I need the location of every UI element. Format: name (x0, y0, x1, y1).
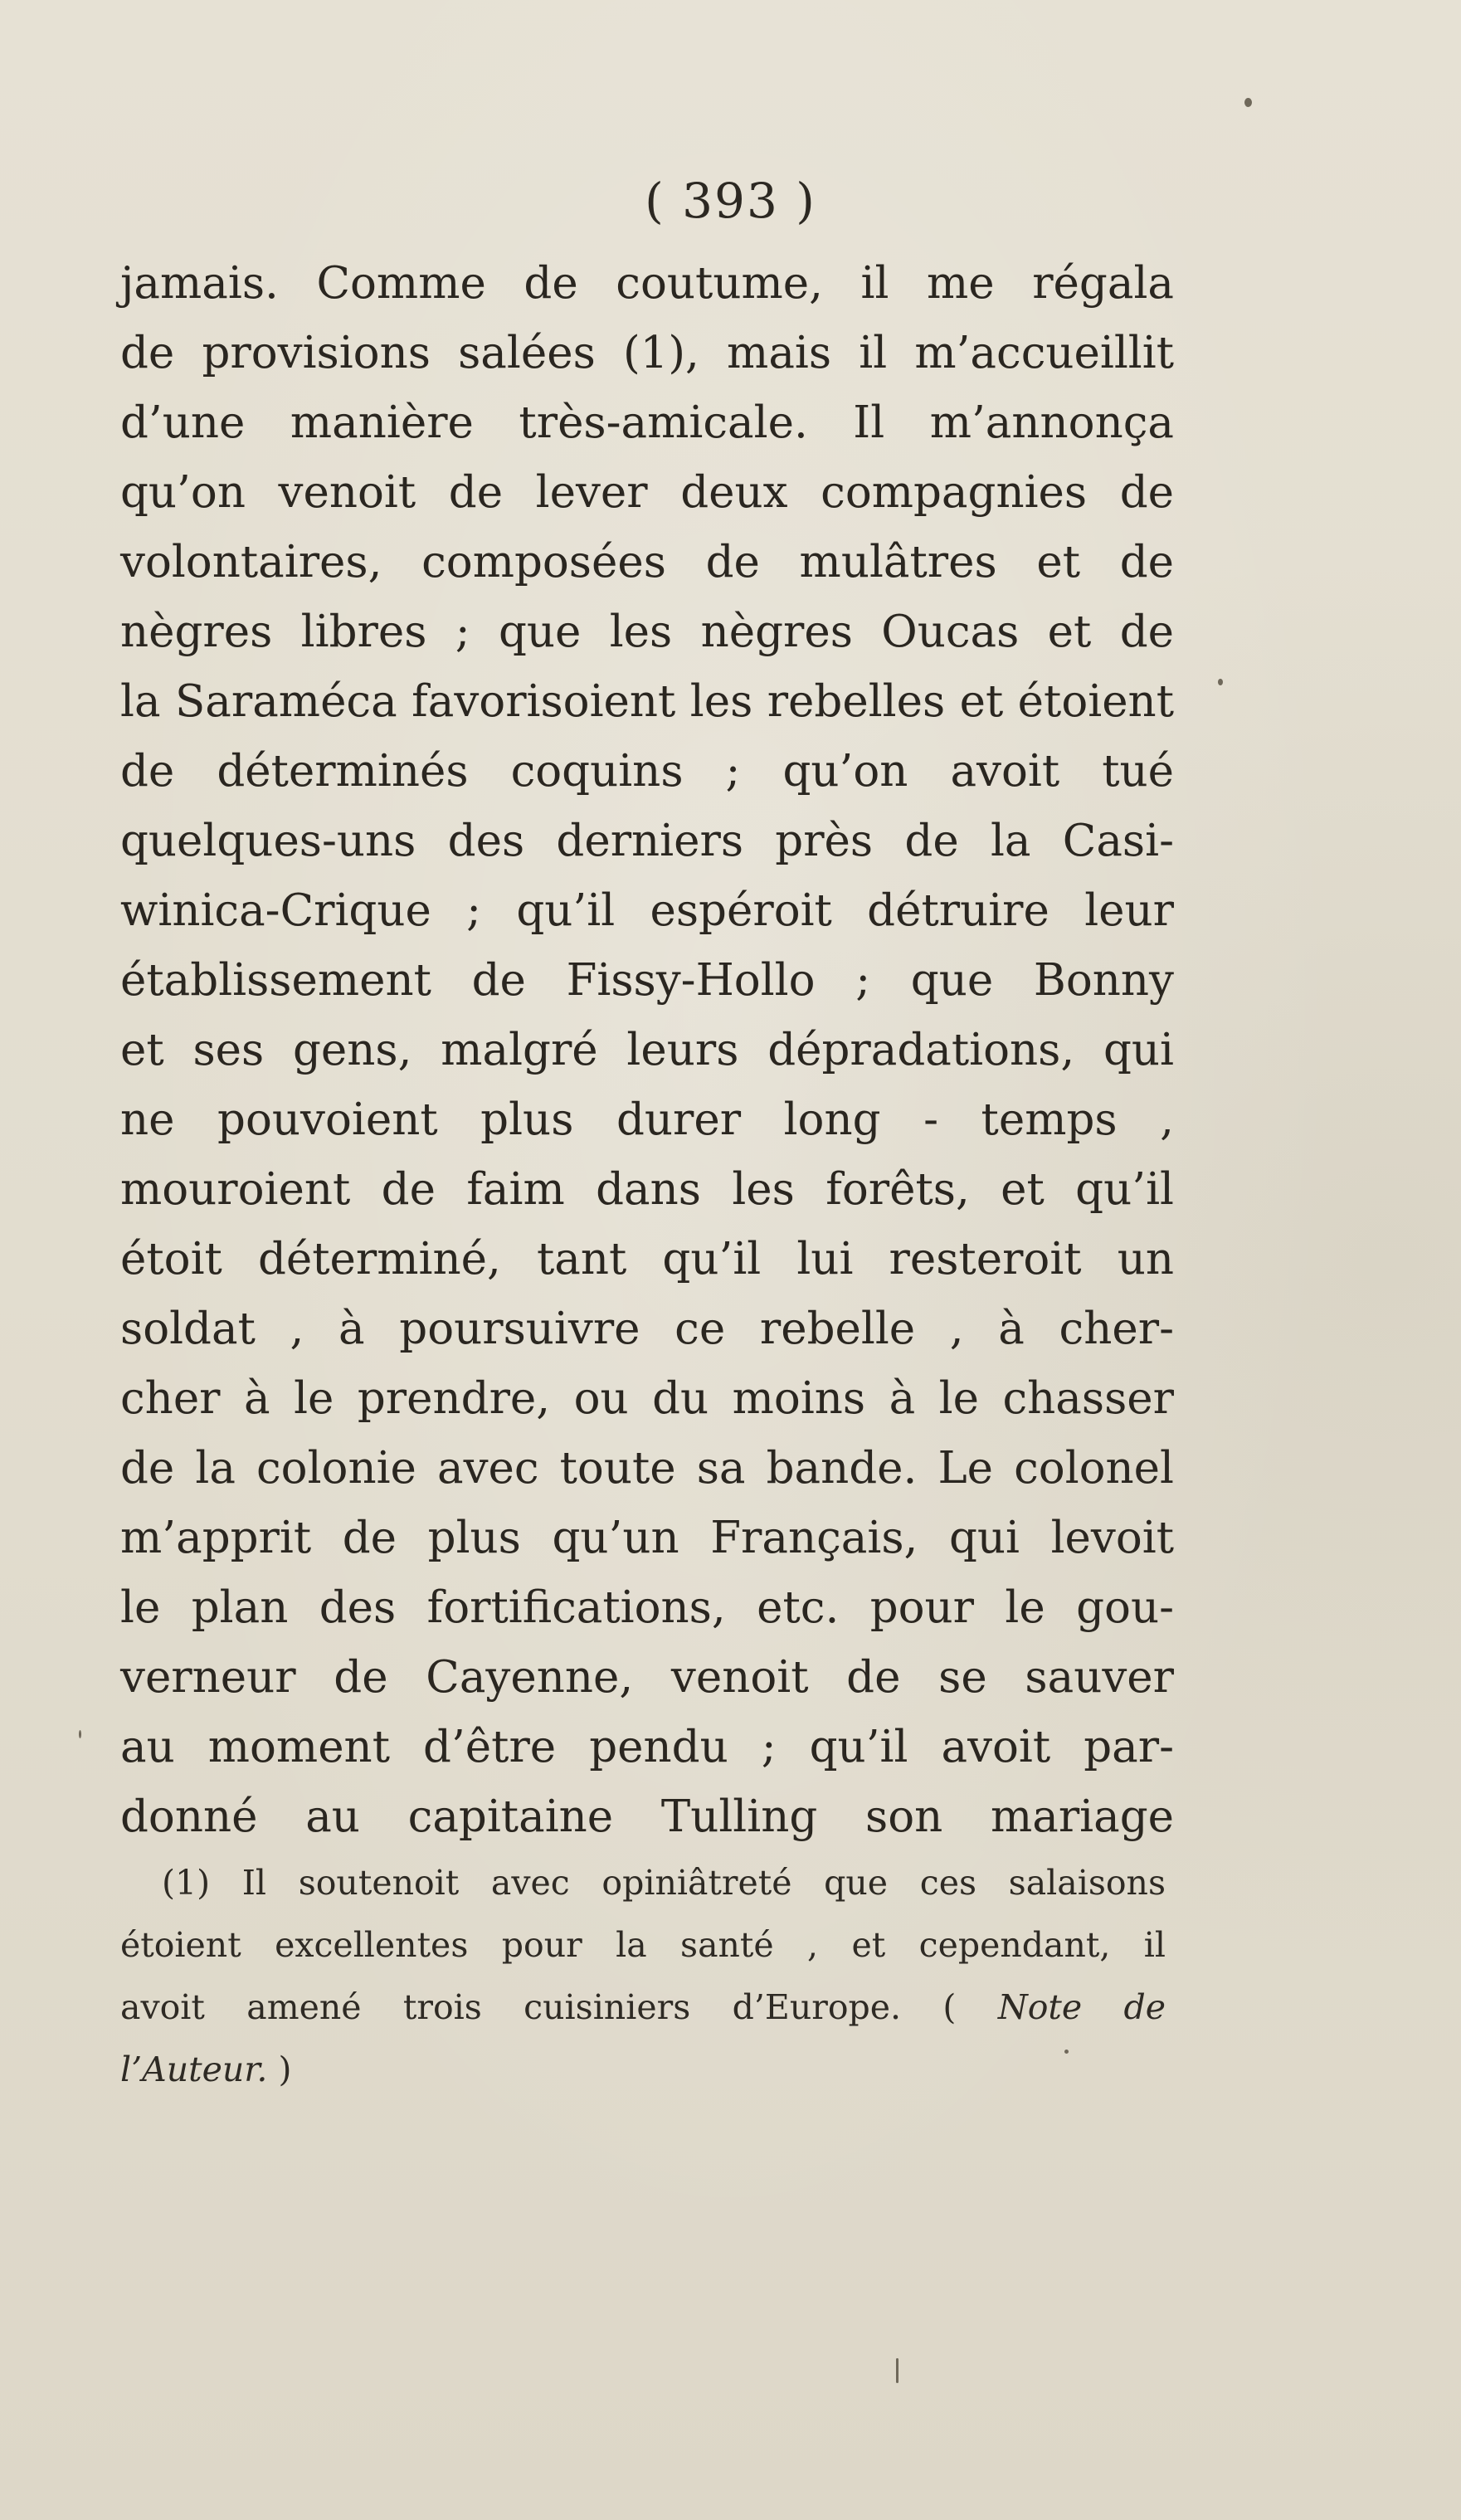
body-line: volontaires, composées de mulâtres et de (120, 537, 1174, 587)
body-line: au moment d’être pendu ; qu’il avoit par- (120, 1722, 1174, 1772)
body-line: verneur de Cayenne, venoit de se sauver (120, 1652, 1174, 1703)
body-line: étoit déterminé, tant qu’il lui resteroit un (120, 1234, 1174, 1284)
body-line: m’apprit de plus qu’un Français, qui levoit (120, 1513, 1174, 1563)
body-line: et ses gens, malgré leurs dépradations, qui (120, 1025, 1174, 1075)
footnote-line (120, 1977, 1166, 2039)
body-line: qu’on venoit de lever deux compagnies de (120, 467, 1174, 518)
footnote-line: (1) Il soutenoit avec opiniâtreté que ces salaisons (162, 1863, 1166, 1903)
body-line: jamais. Comme de coutume, il me régala (120, 258, 1174, 309)
paper-speck (896, 2358, 899, 2383)
body-line: le plan des fortifications, etc. pour le gou- (120, 1582, 1174, 1633)
body-text (120, 249, 1174, 1852)
paper-speck (1244, 98, 1252, 107)
footnote-close-paren: ) (278, 2050, 292, 2089)
body-line: de la colonie avec toute sa bande. Le colonel (120, 1443, 1174, 1494)
body-line: ne pouvoient plus durer long - temps , (120, 1094, 1174, 1145)
body-line: mouroient de faim dans les forêts, et qu’il (120, 1164, 1174, 1215)
footnote-line: étoient excellentes pour la santé , et cependant, il (120, 1925, 1166, 1965)
footnote-author-label: l’Auteur. (120, 2050, 268, 2089)
body-line: d’une manière très-amicale. Il m’annonça (120, 397, 1174, 448)
body-line: nègres libres ; que les nègres Oucas et de (120, 607, 1174, 657)
body-line: de provisions salées (1), mais il m’accueillit (120, 328, 1174, 378)
body-line: soldat , à poursuivre ce rebelle , à cher- (120, 1304, 1174, 1354)
body-line: établissement de Fissy-Hollo ; que Bonny (120, 955, 1174, 1006)
footnote-text: avoit amené trois cuisiniers d’Europe. ( (120, 1987, 957, 2027)
footnote (120, 1852, 1166, 2101)
paper-speck (1218, 679, 1223, 685)
page-number: ( 393 ) (645, 173, 816, 229)
body-line: donné au capitaine Tulling son mariage (120, 1791, 1174, 1842)
body-line: de déterminés coquins ; qu’on avoit tué (120, 746, 1174, 797)
body-line: winica-Crique ; qu’il espéroit détruire leur (120, 885, 1174, 936)
body-line: la Saraméca favorisoient les rebelles et étoient (120, 676, 1174, 727)
footnote-line (120, 2039, 1166, 2101)
paper-speck (1064, 2050, 1069, 2054)
paper-speck (79, 1730, 81, 1738)
footnote-note-label: Note de (997, 1987, 1166, 2027)
body-line: quelques-uns des derniers près de la Casi- (120, 816, 1174, 866)
body-line: cher à le prendre, ou du moins à le chasser (120, 1373, 1174, 1424)
